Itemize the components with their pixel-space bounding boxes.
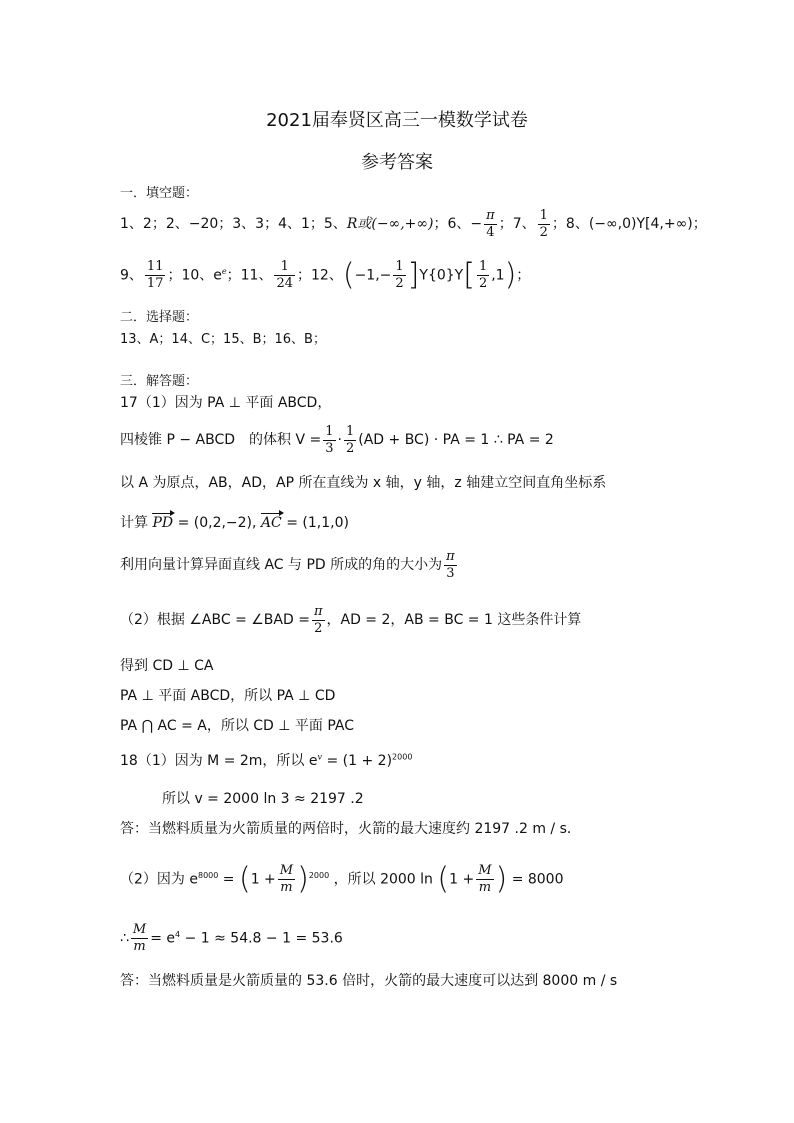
section-fill-heading: 一．填空题：: [120, 186, 199, 201]
page-title: 2021届奉贤区高三一模数学试卷: [266, 110, 528, 131]
vector-pd-value: = (0,2,−2),: [177, 515, 257, 531]
fraction-pi-over-3: $\frac{\pi}{3}$: [446, 548, 455, 581]
fill-answer-7-prefix: ；7、: [498, 216, 536, 232]
q17-part2-text: （2）根据 ∠ABC = ∠BAD =: [120, 612, 310, 628]
q18-answer-1: 答：当燃料质量为火箭质量的两倍时，火箭的最大速度约 2197 .2 m / s．: [120, 821, 581, 837]
q18-result: − 1 ≈ 54.8 − 1 = 53.6: [184, 930, 343, 947]
q17-volume-result: (AD + BC) · PA = 1 ∴ PA = 2: [358, 432, 554, 448]
q17-line-9: PA ⋂ AC = A，所以 CD ⊥ 平面 PAC: [120, 718, 355, 734]
vector-ac: AC: [260, 515, 282, 531]
q18-line-4: [120, 848, 564, 904]
q17-line-6: [120, 600, 581, 640]
fill-answer-8: ；8、(−∞,0)Y[4,+∞)；: [551, 216, 707, 232]
q18-equals-8000: = 8000: [511, 871, 564, 888]
q17-dot: ·: [337, 432, 342, 448]
q17-line-1: 17（1）因为 PA ⊥ 平面 ABCD，: [120, 395, 332, 411]
q18-one-plus-b: 1 +: [449, 871, 475, 888]
exponent-4: 4: [175, 930, 181, 939]
exponent-8000: 8000: [197, 871, 219, 880]
fill-answer-6-prefix: ；6、−: [433, 216, 483, 232]
q18-therefore: ，所以 2000 ln: [333, 871, 433, 888]
fill-answer-11-prefix: ；11、: [226, 267, 273, 284]
bracket-left: [: [463, 257, 475, 293]
q18-line-1: [120, 750, 412, 770]
exponent-v: v: [317, 752, 323, 762]
fraction-11-over-17: $\frac{11}{17}$: [146, 259, 164, 292]
q17-line-2: [120, 420, 554, 460]
fill-answer-1-4: 1、2；2、−20；3、3；4、1；5、: [120, 216, 347, 232]
q18-part2-eq: =: [222, 871, 235, 888]
q18-answer-2: 答：当燃料质量是火箭质量的 53.6 倍时，火箭的最大速度可以达到 8000 m / s: [120, 973, 618, 989]
section-solve-heading: 三．解答题：: [120, 374, 199, 389]
fraction-M-over-m-c: $\frac{M}{m}$: [132, 922, 147, 955]
fraction-1-over-3: $\frac{1}{3}$: [325, 423, 334, 456]
paren-left-3: (: [437, 861, 450, 897]
fill-answers-line-1: [120, 204, 707, 244]
q18-one-plus: 1 +: [250, 871, 276, 888]
fraction-one-half-b: $\frac{1}{2}$: [395, 259, 404, 292]
q17-part2-conditions: ，AD = 2，AB = BC = 1 这些条件计算: [326, 612, 582, 628]
fraction-pi-over-4: $\frac{\pi}{4}$: [486, 207, 495, 240]
paren-right: ): [504, 257, 517, 293]
exponent-e: e: [221, 267, 227, 276]
bracket-right: ]: [407, 257, 420, 293]
fill-answer-12-a: −1,−: [354, 267, 392, 284]
q17-volume-text: 四棱锥 P − ABCD 的体积 V =: [120, 432, 322, 448]
q17-line-3: 以 A 为原点，AB，AD，AP 所在直线为 x 轴，y 轴，z 轴建立空间直角坐标系: [120, 475, 607, 491]
q18-part2-text: （2）因为 e: [120, 871, 198, 888]
fill-answer-10: ；10、e: [167, 267, 222, 284]
fill-answer-12-prefix: ；12、: [297, 267, 343, 284]
fill-answer-12-c: ,1: [491, 267, 505, 284]
paren-right-3: ): [495, 861, 508, 897]
fraction-one-half: $\frac{1}{2}$: [539, 207, 548, 240]
exponent-2000: 2000: [392, 752, 413, 762]
choice-answers: 13、A；14、C；15、B；16、B；: [120, 332, 326, 347]
fill-answer-5: R或(−∞,+∞): [346, 216, 434, 232]
vector-pd: PD: [152, 515, 174, 531]
q17-compute-label: 计算: [120, 515, 148, 531]
fill-answer-9-prefix: 9、: [120, 267, 143, 284]
fill-answer-12-b: Y{0}Y: [419, 267, 464, 284]
paren-right-2: ): [297, 861, 309, 897]
therefore-symbol: ∴: [120, 930, 129, 947]
page-subtitle: 参考答案: [361, 152, 433, 173]
q18-line-2: 所以 v = 2000 ln 3 ≈ 2197 .2: [162, 791, 364, 807]
q18-part1-eq: = (1 + 2): [326, 753, 393, 769]
q18-equals-e: = e: [150, 930, 176, 947]
vector-ac-value: = (1,1,0): [286, 515, 349, 531]
fill-answer-end: ；: [516, 267, 531, 284]
q18-part1-text: 18（1）因为 M = 2m，所以 e: [120, 753, 318, 769]
fraction-1-over-24: $\frac{1}{24}$: [276, 259, 294, 292]
paren-left: (: [342, 257, 355, 293]
q17-angle-text: 利用向量计算异面直线 AC 与 PD 所成的角的大小为: [120, 557, 443, 573]
exponent-2000-b: 2000: [308, 871, 330, 880]
fraction-one-half-c: $\frac{1}{2}$: [478, 259, 488, 292]
fraction-1-over-2: $\frac{1}{2}$: [345, 423, 355, 456]
fraction-M-over-m: $\frac{M}{m}$: [279, 863, 294, 896]
q17-line-7: 得到 CD ⊥ CA: [120, 658, 214, 674]
q18-line-5: [120, 915, 343, 955]
fraction-pi-over-2: $\frac{\pi}{2}$: [313, 603, 323, 636]
fill-answers-line-2: [120, 250, 530, 294]
q17-line-8: PA ⊥ 平面 ABCD，所以 PA ⊥ CD: [120, 688, 336, 704]
q17-line-4: [120, 512, 349, 532]
q17-line-5: [120, 545, 459, 585]
section-choice-heading: 二．选择题：: [120, 310, 199, 325]
paren-left-2: (: [238, 861, 251, 897]
fraction-M-over-m-b: $\frac{M}{m}$: [478, 863, 492, 896]
